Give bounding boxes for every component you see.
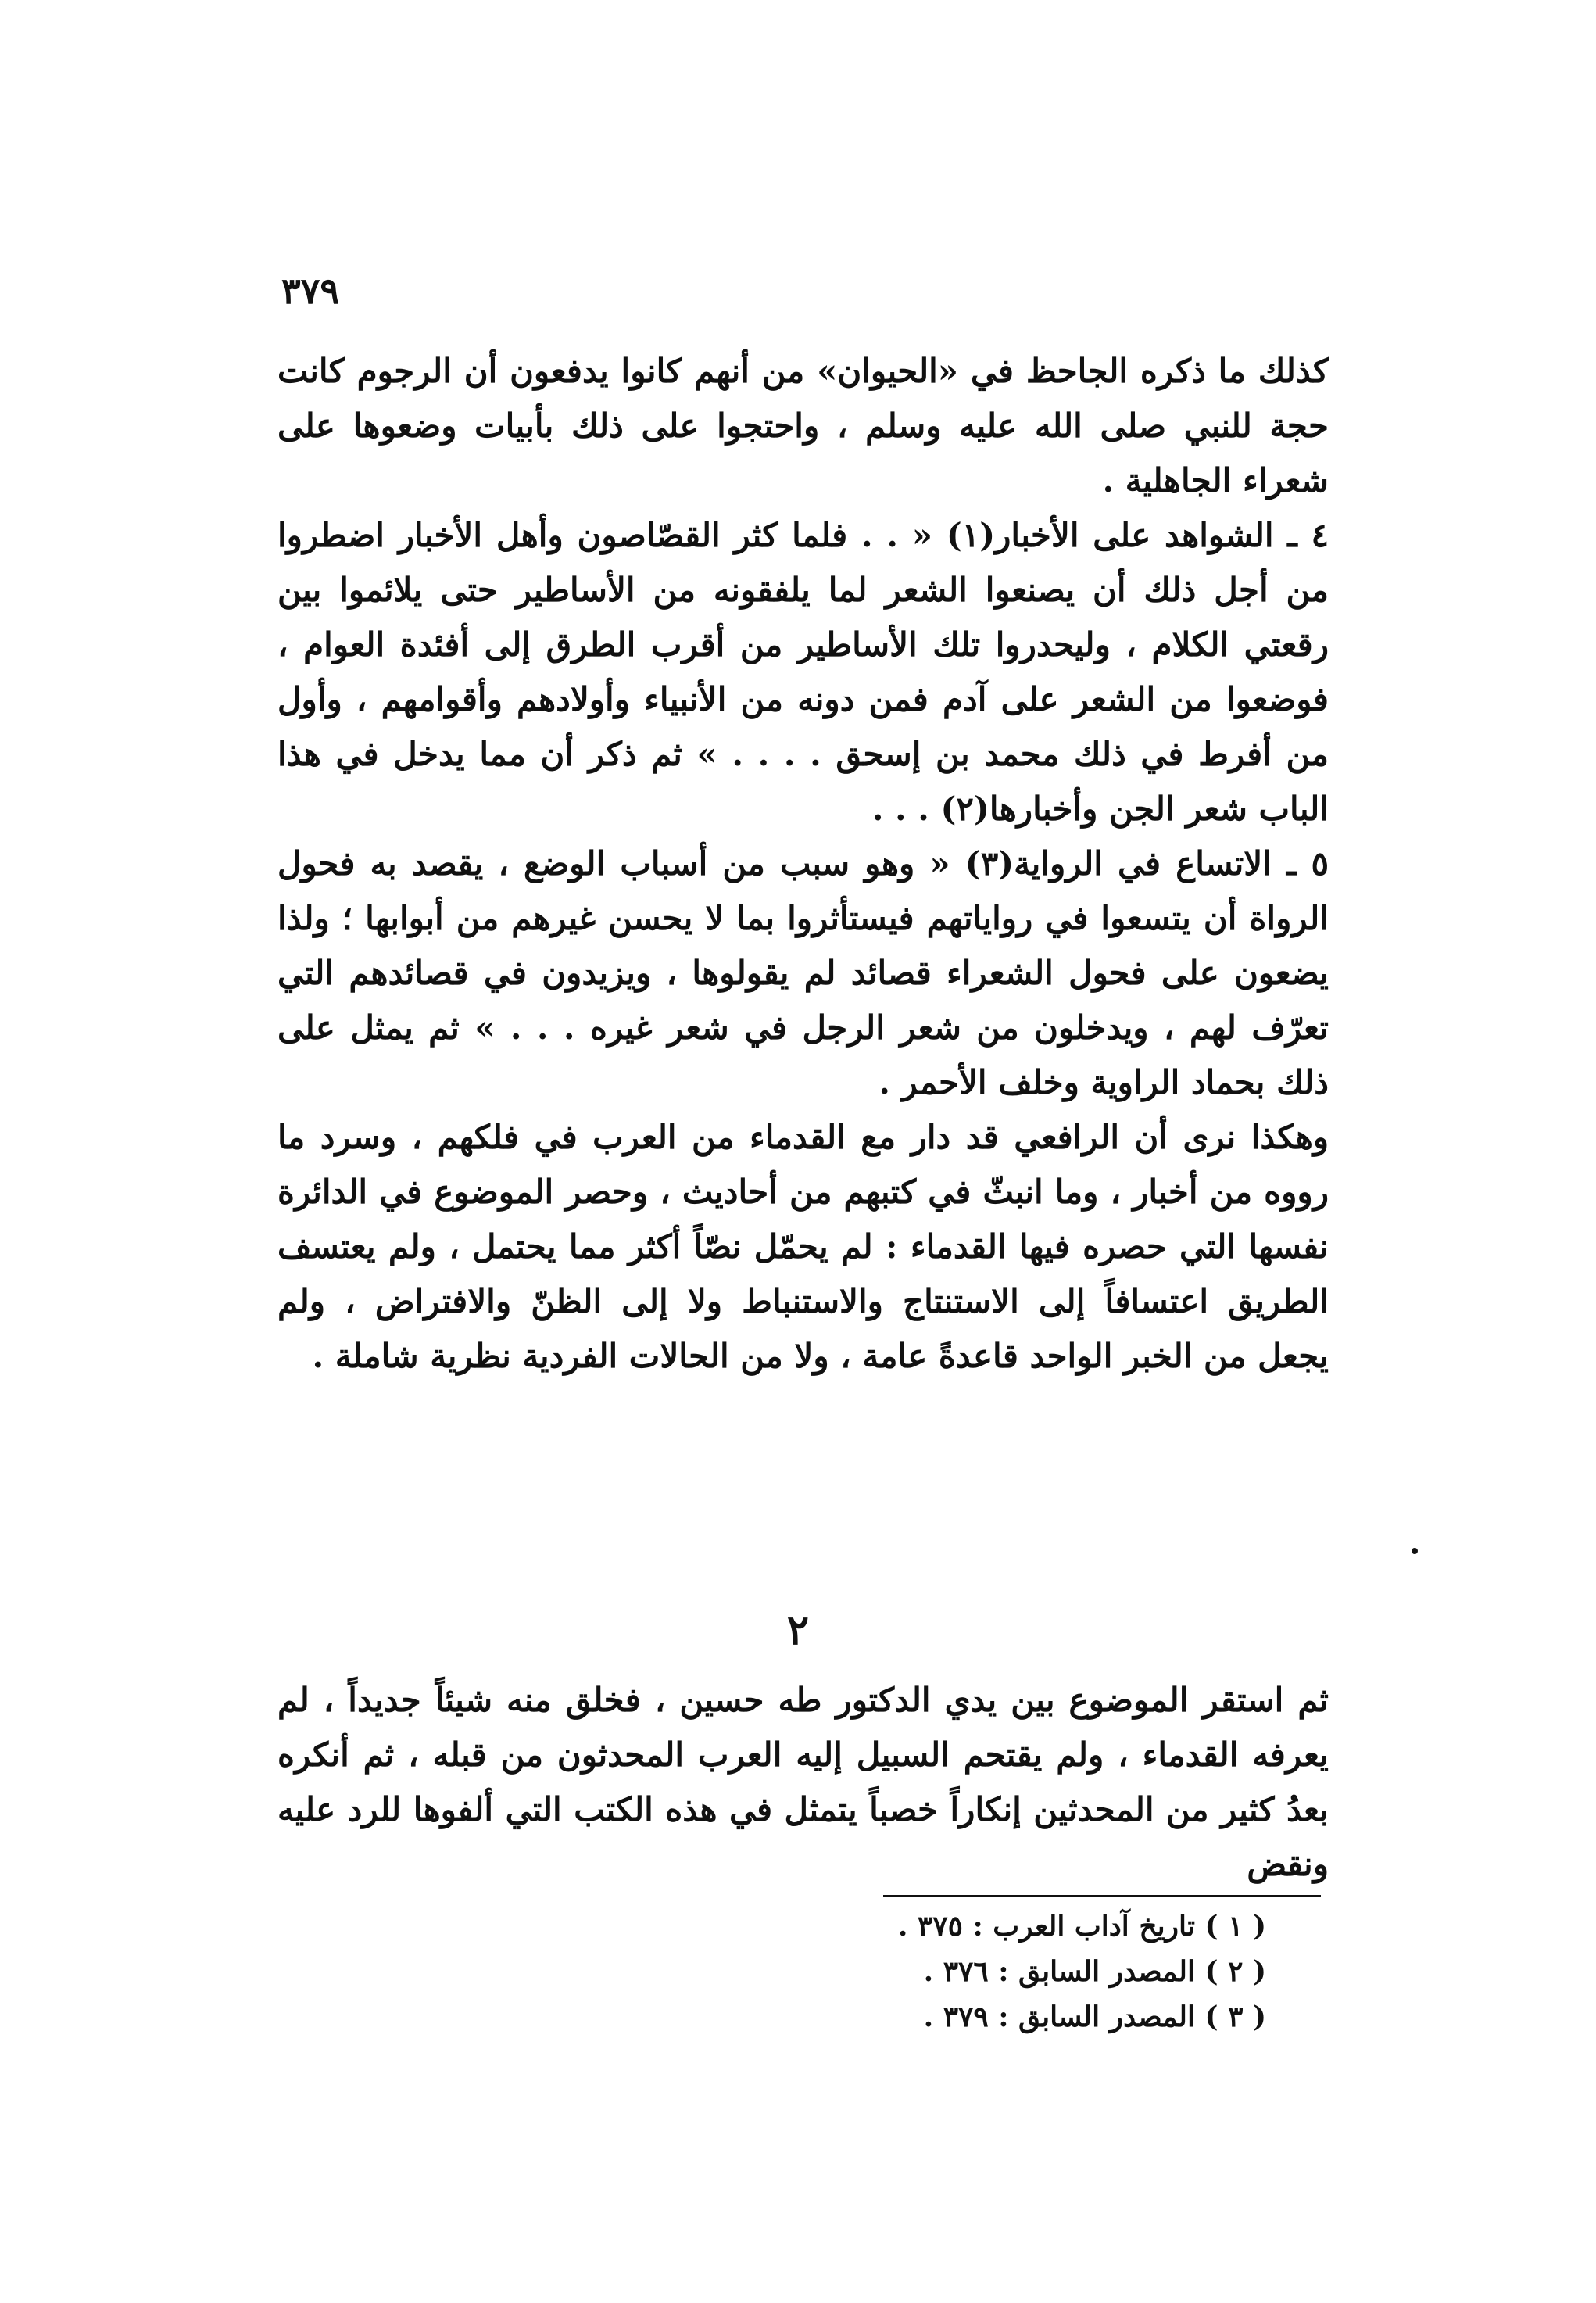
paragraph: وهكذا نرى أن الرافعي قد دار مع القدماء من العرب في فلكهم ، وسرد ما رووه من أخبار ، وما انبثّ في كتبهم من أحاديث ، وحصر الموضوع في الدائرة نفسها التي حصره فيها القدماء : لم يحمّل نصّاً أكثر مما يحتمل ، ولم يعتسف الطريق اعتسافاً إلى الاستنتاج والاستنباط ولا إلى الظنّ والافتراض ، ولم يجعل من الخبر الواحد قاعدةً عامة ، ولا من الحالات الفردية نظرية شاملة . — [277, 1118, 1329, 1375]
main-text-top — [277, 344, 1329, 1384]
paragraph: ثم استقر الموضوع بين يدي الدكتور طه حسين ، فخلق منه شيئاً جديداً ، لم يعرفه القدماء ، ولم يقتحم السبيل إليه العرب المحدثون من قبله ، ثم أنكره بعدُ كثير من المحدثين إنكاراً خصباً يتمثل في هذه الكتب التي ألفوها للرد عليه ونقض — [277, 1681, 1329, 1883]
margin-dot — [1412, 1548, 1418, 1554]
footnote: ( ٣ ) المصدر السابق : ٣٧٩ . — [923, 2000, 1266, 2033]
footnote: ( ٢ ) المصدر السابق : ٣٧٦ . — [923, 1955, 1266, 1988]
paragraph: ٥ ـ الاتساع في الرواية(٣) « وهو سبب من أسباب الوضع ، يقصد به فحول الرواة أن يتسعوا في رواياتهم فيستأثروا بما لا يحسن غيرهم من أبوابها ؛ ولذا يضعون على فحول الشعراء قصائد لم يقولوها ، ويزيدون في قصائدهم التي تعرّف لهم ، ويدخلون من شعر الرجل في شعر غيره . . . » ثم يمثل على ذلك بحماد الراوية وخلف الأحمر . — [277, 844, 1329, 1101]
paragraph: ٤ ـ الشواهد على الأخبار(١) « . . فلما كثر القصّاصون وأهل الأخبار اضطروا من أجل ذلك أن يصنعوا الشعر لما يلفقونه من الأساطير حتى يلائموا بين رقعتي الكلام ، وليحدروا تلك الأساطير من أقرب الطرق إلى أفئدة العوام ، فوضعوا من الشعر على آدم فمن دونه من الأنبياء وأولادهم وأقوامهم ، وأول من أفرط في ذلك محمد بن إسحق . . . . » ثم ذكر أن مما يدخل في هذا الباب شعر الجن وأخبارها(٢) . . . — [277, 516, 1329, 828]
paragraph: كذلك ما ذكره الجاحظ في «الحيوان» من أنهم كانوا يدفعون أن الرجوم كانت حجة للنبي صلى الله عليه وسلم ، واحتجوا على ذلك بأبيات وضعوها على شعراء الجاهلية . — [277, 352, 1329, 500]
footnote-divider — [883, 1895, 1321, 1897]
section-number: ٢ — [787, 1606, 809, 1654]
page-number: ٣٧٩ — [281, 270, 340, 312]
footnote: ( ١ ) تاريخ آداب العرب : ٣٧٥ . — [897, 1910, 1266, 1943]
main-text-bottom — [277, 1673, 1329, 1892]
footnotes — [703, 1904, 1266, 2040]
